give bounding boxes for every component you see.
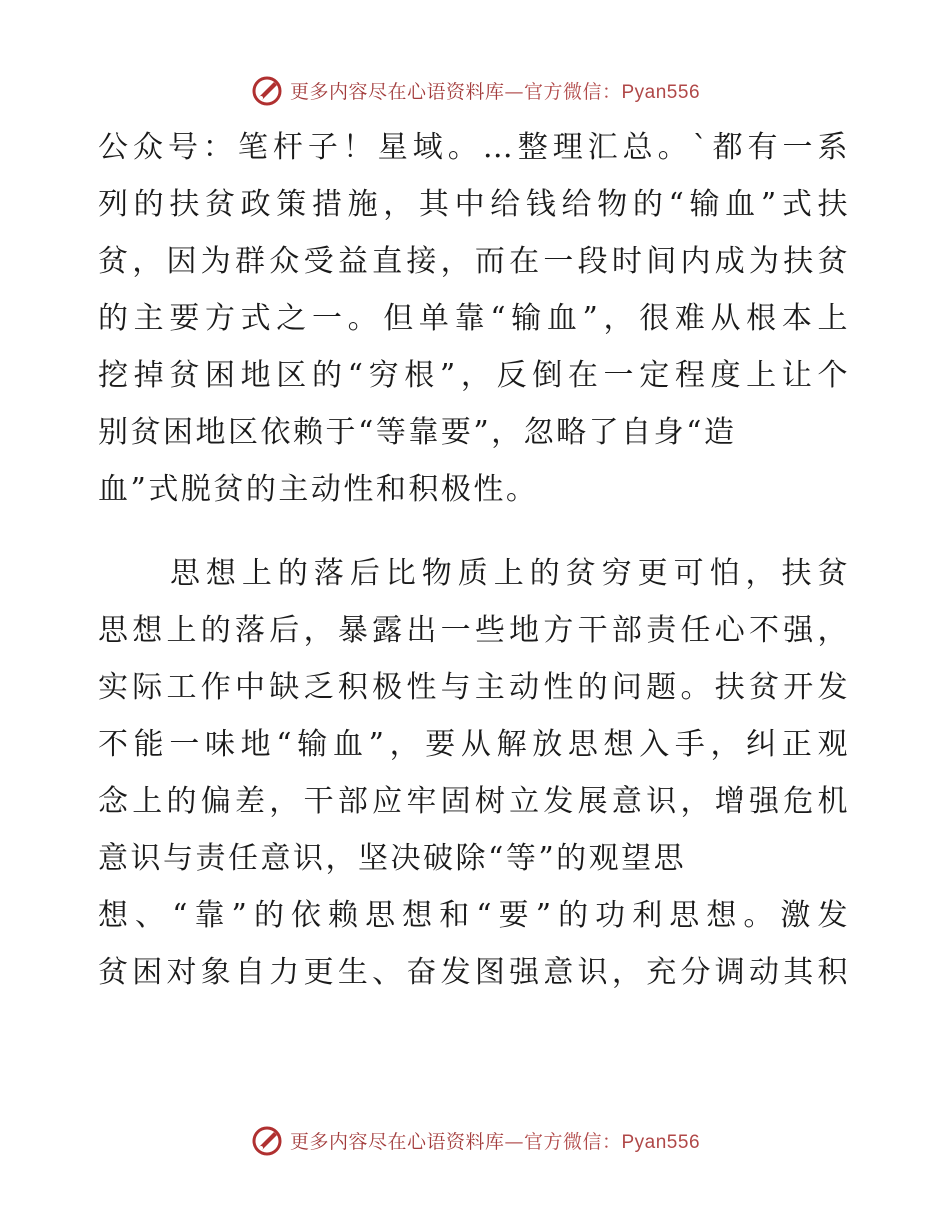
banner-wechat-label: 官方微信： (523, 80, 622, 103)
header-banner (0, 70, 950, 110)
text-line: 别贫困地区依赖于“等靠要”，忽略了自身“造 (98, 415, 737, 450)
banner-separator: — (504, 1130, 524, 1153)
text-line: 贫，因为群众受益直接，而在一段时间内成为扶贫 (98, 244, 850, 279)
banner-wechat-id: Pyan556 (621, 81, 701, 103)
text-line: 的主要方式之一。但单靠“输血”，很难从根本上 (98, 301, 850, 336)
text-line: 公众号：笔杆子！星域。…整理汇总。`都有一系 (98, 130, 850, 165)
text-line: 血”式脱贫的主动性和积极性。 (98, 472, 539, 507)
text-line: 实际工作中缺乏积极性与主动性的问题。扶贫开发 (98, 670, 850, 705)
banner-text (290, 1127, 700, 1154)
paragraph-1 (98, 119, 850, 518)
text-line: 思想上的落后，暴露出一些地方干部责任心不强， (98, 613, 850, 648)
banner-wechat-label: 官方微信： (523, 1130, 622, 1153)
text-line: 思想上的落后比物质上的贫穷更可怕，扶贫 (98, 556, 850, 591)
text-line: 列的扶贫政策措施，其中给钱给物的“输血”式扶 (98, 187, 850, 222)
text-line: 挖掉贫困地区的“穷根”，反倒在一定程度上让个 (98, 358, 850, 393)
footer-banner (0, 1120, 950, 1160)
banner-main: 更多内容尽在心语资料库 (289, 1130, 505, 1153)
banner-separator: — (504, 80, 524, 103)
text-line: 想、“靠”的依赖思想和“要”的功利思想。激发 (98, 898, 850, 933)
banner-text (290, 77, 700, 104)
text-line: 贫困对象自力更生、奋发图强意识，充分调动其积 (98, 955, 850, 990)
logo-icon (250, 73, 284, 107)
text-line: 念上的偏差，干部应牢固树立发展意识，增强危机 (98, 784, 850, 819)
logo-icon (250, 1123, 284, 1157)
paragraph-2 (98, 545, 850, 1001)
text-line: 不能一味地“输血”，要从解放思想入手，纠正观 (98, 727, 850, 762)
banner-main: 更多内容尽在心语资料库 (289, 80, 505, 103)
text-line: 意识与责任意识，坚决破除“等”的观望思 (98, 841, 687, 876)
banner-wechat-id: Pyan556 (621, 1131, 701, 1153)
